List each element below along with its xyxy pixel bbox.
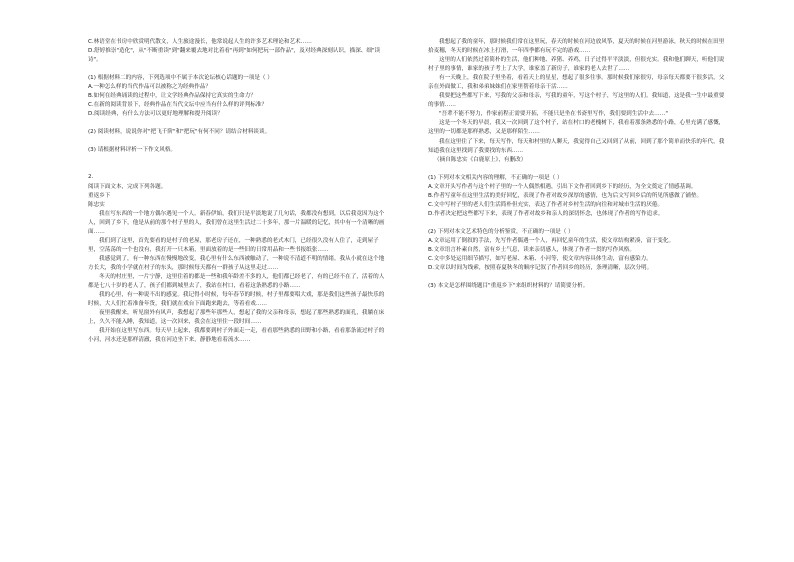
option-c: C.文中写村子里的老人们生活简朴但充实，表达了作者对乡村生活的向往和对城市生活的厌倦。 [428,201,664,208]
body-paragraph: 这里的人们依然过着简朴的生活，他们种地、养猪、养鸡，日子过得平平淡淡，但很充实。我和他们聊天，听他们说村子里的事情，谁家的孩子考上了大学，谁家盖了新房子，谁家的老人去世了…… [428,57,725,73]
option-b: B.文章语言朴素自然，富有乡土气息，读来亲切感人，体现了作者一贯的写作风格。 [428,246,635,253]
body-paragraph: 我在写东西的一个地方偶尔遇见一个人。新春伊始，我们只是平淡地说了几句话，我都没有想到，以后我竟因为这个人，回到了乡下，他是从前的那个村子里的人，我们曾在这里生活过二十多年，那一片温暖的记忆，其中有一个清晰的画面…… [88,210,385,235]
option-c: C.在新的阅读背景下，经典作品在当代文坛中应当有什么样的评判标准？ [88,102,268,109]
option-c: C.文中多处运用细节描写，如写老屋、木箱、小河等，使文章内容具体生动，富有感染力。 [428,256,652,263]
body-paragraph: 我们到了这里，首先要看的是村子的老屋，那老房子还在，一种熟悉的老式木门，已经很久没有人住了，走到屋子里，空荡荡的一个也没有，我打开一只木箱，里面放着的是一些旧的日常用品和一些书报纸张…… [88,237,379,253]
instruction: 阅读下面文本，完成下列各题。 [88,183,167,190]
section-number: 2. [88,174,94,181]
option-d: D.作者决定把这些都写下来，表现了作者对故乡和亲人的深切怀念，也体现了作者的写作追求。 [428,210,664,217]
body-paragraph: 有一天晚上，我在院子里坐着，看着天上的星星，想起了很多往事。那时候我们家很穷，母亲每天都要干很多活，父亲在外面做工，我和弟弟妹妹们在家里帮着母亲干活…… [428,75,725,91]
question-3: (3) 请根据材料评析一下作文风格。 [88,147,177,154]
body-paragraph: 我在这里住了下来，每天写作，每天和村里的人聊天，我觉得自己又回到了从前，回到了那个简单而快乐的年代，我知道我在这里找到了我要找的东西…… [428,138,725,154]
article-author: 陈忠实 [88,201,105,208]
body-paragraph: 我想起了我的童年，那时候我们常在这里玩，春天的时候在河边放风筝，夏天的时候在河里游泳，秋天的时候在田里拾麦穗，冬天的时候在冰上打滑，一年四季都有玩不完的游戏…… [428,39,725,55]
body-paragraph: 这是一个冬天的早晨，我又一次回到了这个村子，站在村口的老槐树下，我看着那条熟悉的小路，心里充满了感慨，这里的一切都是那样熟悉，又是那样陌生…… [428,120,725,136]
question-2: (2) 阅读材料，说说你对"把飞千阶"和"把玩"有何不同？请结合材料谈谈。 [88,129,271,136]
option-a: A.一种怎么样的当代作品可以被称之为经典作品？ [88,84,211,91]
option-d: D.阅读经典，有什么方法可以更好地理解和提升阅读？ [88,111,223,118]
article-title: 重返乡下 [88,192,111,199]
body-paragraph: 我感觉到了，有一种东西在慢慢地改变，我心里有什么东西被触动了，一种说不清道不明的情绪。我从小就在这个地方长大，我的小学就在村子的东头，那时候每天都有一群孩子从这里走过…… [88,255,385,271]
question-1: (1) 下列对本文相关内容的理解，不正确的一项是（ ） [428,174,563,181]
body-paragraph: 夜里我醒来，听见窗外有风声，我想起了那些年那些人，想起了我的父亲和母亲，想起了那些熟悉的面孔，我躺在床上，久久不能入睡，我知道，这一次回来，我会在这里住一段时间…… [88,310,385,326]
question-3: (3) 本文是怎样围绕题目"重返乡下"来组织材料的？请简要分析。 [428,283,589,290]
body-paragraph: 我的心里，有一种说不出的感觉。我记得小时候，每年春节的时候，村子里都要唱大戏，那是我们这些孩子最快乐的时候，大人们忙着准备年货，我们就在戏台下面跑来跑去，等着看戏…… [88,292,385,308]
source-note: （摘自陈忠实《白鹿原上》，有删改） [434,156,527,163]
body-paragraph: 我要把这些都写下来，写我的父亲和母亲，写我的童年，写这个村子，写这里的人们。我知道，这是我一生中最重要的事情…… [428,93,725,109]
option-a: A.文章开头写作者与这个村子里的一个人偶然相遇，引出下文作者回到乡下的经历，为全文奠定了情感基调。 [428,183,697,190]
prev-option-c: C.林语堂在书房中欣赏明代散文，人生旅途漫长，他常说起人生的许多艺术理论和艺术…… [88,39,312,45]
option-b: B.如何在经典诵读的过程中，让文学经典作品保持它真实的生命力？ [88,93,256,100]
right-column [428,38,728,548]
body-paragraph: 冬天的村庄里，一片宁静，这里住着的都是一些和我年龄差不多的人，他们都已经老了，有的已经不在了，活着的人都是七八十岁的老人了，孩子们都到城里去了，我站在村口，看着这条熟悉的小路…… [88,273,385,290]
body-paragraph: 我开始在这里写东西。每天早上起来，我都要到村子外面走一走，看看那些熟悉的田野和小路，看看那条流过村子的小河，河水还是那样清澈，我在河边坐下来，静静地看着流水…… [88,328,385,344]
option-a: A.文章运用了倒叙的手法，先写作者偶遇一个人，再回忆童年的生活，使文章结构紧凑，富于变化。 [428,237,675,244]
option-b: B.作者写童年在这里生活的美好回忆，表现了作者对故乡深厚的感情，也为后文写回乡后的所见所感做了铺垫。 [428,192,703,199]
prev-option-d: D.舒婷推崇"造化"，从"不断重读"到"翻来覆去地对比着看"再到"如何把玩一部作品"，及对经典深刻认识，描深、细"读诗"。 [88,48,381,64]
quote-line: "吾辈不能不努力，作家前程正需要开拓，不能只是坐在书斋里写作，我们要到生活中去……" [439,111,668,118]
question-1: (1) 根据材料二的内容，下列选项中不属于本次论坛核心话题的一项是（ ） [88,75,273,82]
option-d: D.文章以时间为线索，按照春夏秋冬的顺序记叙了作者回乡的经历，条理清晰，层次分明。 [428,265,653,272]
left-column [88,38,388,548]
question-2: (2) 下列对本文艺术特色的分析鉴赏，不正确的一项是（ ） [428,228,574,235]
